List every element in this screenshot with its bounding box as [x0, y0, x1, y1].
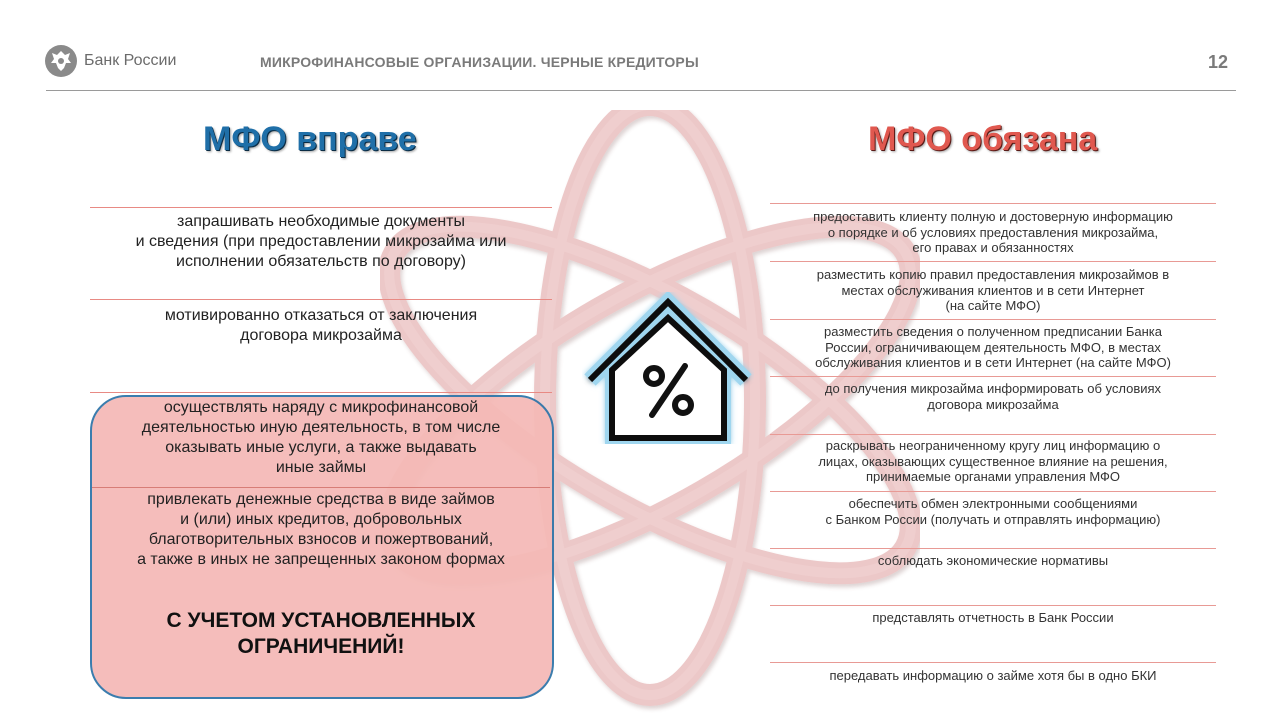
- right-divider: [770, 434, 1216, 435]
- right-list-item: разместить копию правил предоставления микрозаймов в местах обслуживания клиентов и в сети Интернет (на сайте МФО): [816, 267, 1170, 313]
- right-divider: [770, 548, 1216, 549]
- highlight-box-divider: [92, 487, 550, 488]
- right-list-item: представлять отчетность в Банк России: [872, 610, 1114, 625]
- right-list-item: соблюдать экономические нормативы: [877, 553, 1109, 568]
- left-list-item: привлекать денежные средства в виде займов и (или) иных кредитов, добровольных благотворительных взносов и пожертвований, а также в иных не запрещенных законом формах: [137, 491, 505, 568]
- left-list-item: запрашивать необходимые документы и сведения (при предоставлении микрозайма или исполнении обязательств по договору): [135, 213, 507, 270]
- right-column-title: МФО обязана: [868, 120, 1098, 158]
- restriction-note: С УЧЕТОМ УСТАНОВЛЕННЫХ ОГРАНИЧЕНИЙ!: [166, 609, 476, 658]
- right-divider: [770, 662, 1216, 663]
- right-list-item: передавать информацию о займе хотя бы в одно БКИ: [829, 668, 1157, 683]
- bank-logo: [44, 44, 176, 78]
- right-list-item: предоставить клиенту полную и достоверную информацию о порядке и об условиях предоставления микрозайма, его правах и обязанностях: [813, 209, 1173, 255]
- right-divider: [770, 203, 1216, 204]
- left-list-item: мотивированно отказаться от заключения договора микрозайма: [164, 307, 478, 344]
- left-divider: [90, 392, 552, 393]
- left-column-title: МФО вправе: [203, 120, 417, 158]
- right-divider: [770, 376, 1216, 377]
- section-title: МИКРОФИНАНСОВЫЕ ОРГАНИЗАЦИИ. ЧЕРНЫЕ КРЕДИТОРЫ: [260, 54, 699, 70]
- house-percent-icon: [582, 292, 754, 444]
- page-number: 12: [1207, 52, 1228, 72]
- right-list-item: до получения микрозайма информировать об условиях договора микрозайма: [824, 381, 1162, 412]
- right-list-item: раскрывать неограниченному кругу лиц информацию о лицах, оказывающих существенное влияние на решения, принимаемые органами управления МФО: [818, 438, 1168, 484]
- left-divider: [90, 207, 552, 208]
- left-divider: [90, 299, 552, 300]
- right-list-item: разместить сведения о полученном предписании Банка России, ограничивающем деятельность МФО, в местах обслуживания клиентов и в сети Интернет (на сайте МФО): [815, 324, 1171, 370]
- right-divider: [770, 319, 1216, 320]
- right-list-item: обеспечить обмен электронными сообщениями с Банком России (получать и отправлять информацию): [825, 496, 1161, 527]
- right-divider: [770, 261, 1216, 262]
- bank-emblem-icon: [44, 44, 78, 78]
- bank-name: Банк России: [84, 52, 177, 69]
- right-divider: [770, 491, 1216, 492]
- right-divider: [770, 605, 1216, 606]
- left-list-item: осуществлять наряду с микрофинансовой деятельностью иную деятельность, в том числе оказывать иные услуги, а также выдавать иные займы: [141, 399, 501, 476]
- header-divider: [46, 90, 1236, 91]
